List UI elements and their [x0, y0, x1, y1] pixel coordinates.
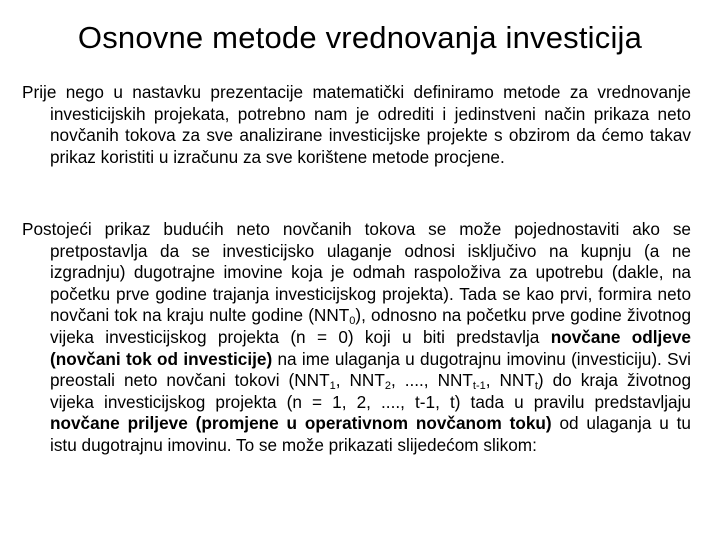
text-segment: , NNT	[335, 370, 385, 391]
subscript: 2	[384, 380, 391, 393]
subscript: 1	[329, 380, 336, 393]
slide-title: Osnovne metode vrednovanja investicija	[77, 20, 643, 55]
bold-term-outflows: novčane odljeve (novčani tok od investicije)	[50, 326, 691, 369]
text-segment: ) do kraja životnog vijeka investicijskog projekta (n = 1, 2, ...., t-1, t) tada u pravilu predstavljaju	[50, 370, 691, 412]
subscript: t	[534, 380, 538, 393]
subscript: 0	[349, 315, 356, 328]
text-segment: , ...., NNT	[390, 370, 473, 391]
bold-term-inflows: novčane priljeve (promjene u operativnom novčanom toku)	[50, 413, 552, 434]
subscript: t-1	[472, 380, 486, 393]
text-segment: ), odnosno na početku prve godine životnog vijeka investicijskog projekta (n = 0) koji u biti predstavlja	[50, 305, 692, 347]
text-segment: Postojeći prikaz budućih neto novčanih tokova se može pojednostaviti ako se pretpostavlja da se investicijsko ulaganje odnosi isključivo na kupnju (a ne izgradnju) dugotrajne imovine koja je odmah raspoloživa za upotrebu (dakle, na početku prve godine trajanja investicijskog projekta). Tada se kao prvi, formira neto novčani tok na kraju nulte godine (NNT	[22, 219, 691, 326]
text-segment: , NNT	[485, 370, 535, 391]
cash-flow-paragraph	[22, 219, 691, 457]
text-segment: na ime ulaganja u dugotrajnu imovinu (investiciju). Svi preostali neto novčani tokovi (NNT	[50, 348, 691, 391]
intro-paragraph: Prije nego u nastavku prezentacije matematički definiramo metode za vrednovanje investicijskih projekata, potrebno nam je odrediti i jedinstveni način prikaza neto novčanih tokova za sve analizirane investicijske projekte s obzirom da ćemo takav prikaz koristiti u izračunu za sve korištene metode procjene.	[22, 82, 691, 167]
text-segment: od ulaganja u tu istu dugotrajnu imovinu. To se može prikazati slijedećom slikom:	[50, 413, 691, 455]
